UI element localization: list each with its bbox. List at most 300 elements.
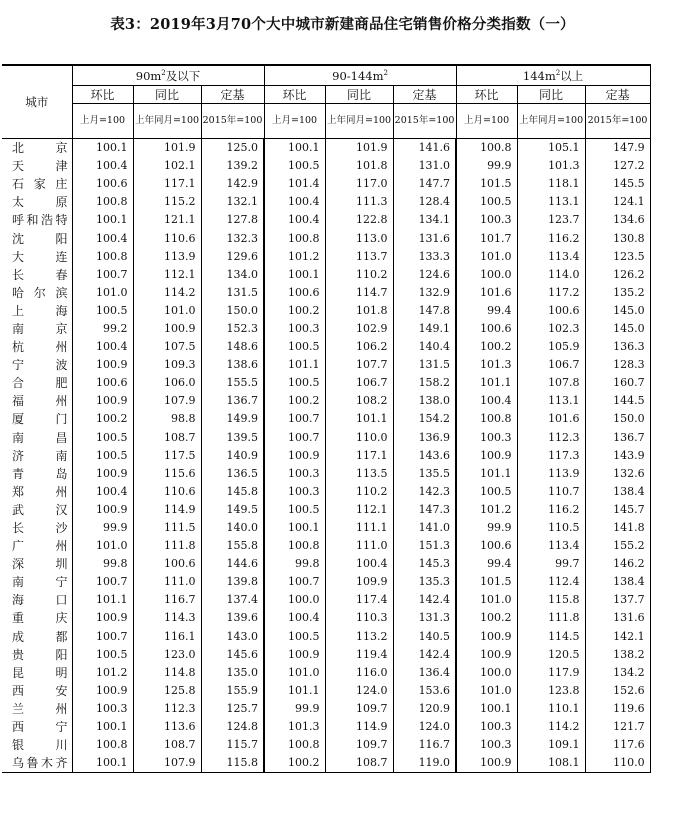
index-value: 100.1 xyxy=(264,266,325,284)
index-value: 140.5 xyxy=(393,628,456,646)
index-value: 101.0 xyxy=(456,248,517,266)
index-value: 147.7 xyxy=(393,175,456,193)
index-value: 116.2 xyxy=(517,229,585,247)
index-value: 111.0 xyxy=(133,573,201,591)
index-value: 106.7 xyxy=(517,356,585,374)
base-label-2015: 2015年=100 xyxy=(201,104,264,139)
base-label-2015: 2015年=100 xyxy=(585,104,650,139)
index-value: 108.1 xyxy=(517,754,585,773)
index-value: 114.9 xyxy=(325,718,393,736)
index-value: 99.9 xyxy=(456,157,517,175)
index-value: 149.1 xyxy=(393,320,456,338)
index-value: 108.7 xyxy=(133,429,201,447)
index-value: 110.3 xyxy=(325,609,393,627)
index-value: 114.3 xyxy=(133,609,201,627)
index-value: 136.7 xyxy=(585,429,650,447)
base-label-yoy: 上年同月=100 xyxy=(517,104,585,139)
index-value: 110.6 xyxy=(133,483,201,501)
index-value: 100.9 xyxy=(456,754,517,773)
index-value: 106.7 xyxy=(325,374,393,392)
index-value: 142.3 xyxy=(393,483,456,501)
index-value: 110.2 xyxy=(325,266,393,284)
base-label-mom: 上月=100 xyxy=(72,104,133,139)
base-label-yoy: 上年同月=100 xyxy=(133,104,201,139)
index-value: 110.0 xyxy=(325,429,393,447)
base-header-row xyxy=(2,104,650,139)
index-value: 100.7 xyxy=(72,573,133,591)
table-row xyxy=(2,356,650,374)
table-row xyxy=(2,754,650,773)
index-value: 144.5 xyxy=(585,392,650,410)
index-value: 123.0 xyxy=(133,646,201,664)
index-value: 100.2 xyxy=(264,754,325,773)
index-value: 100.1 xyxy=(456,700,517,718)
index-value: 113.0 xyxy=(325,229,393,247)
index-value: 123.7 xyxy=(517,211,585,229)
sub-header-base: 定基 xyxy=(201,86,264,104)
city-name: 兰州 xyxy=(2,700,72,718)
index-value: 106.0 xyxy=(133,374,201,392)
index-value: 108.7 xyxy=(133,736,201,754)
city-name: 南宁 xyxy=(2,573,72,591)
index-value: 99.9 xyxy=(456,519,517,537)
index-value: 100.5 xyxy=(264,157,325,175)
table-row xyxy=(2,718,650,736)
index-value: 132.9 xyxy=(393,284,456,302)
index-value: 100.4 xyxy=(72,157,133,175)
index-value: 136.7 xyxy=(201,392,264,410)
index-value: 115.8 xyxy=(517,591,585,609)
table-row xyxy=(2,682,650,700)
table-row xyxy=(2,175,650,193)
index-value: 107.9 xyxy=(133,392,201,410)
index-value: 139.8 xyxy=(201,573,264,591)
index-value: 98.8 xyxy=(133,410,201,428)
index-value: 101.0 xyxy=(72,537,133,555)
index-value: 114.5 xyxy=(517,628,585,646)
index-value: 117.3 xyxy=(517,447,585,465)
index-value: 117.6 xyxy=(585,736,650,754)
table-row xyxy=(2,193,650,211)
index-value: 113.7 xyxy=(325,248,393,266)
index-value: 121.1 xyxy=(133,211,201,229)
index-value: 116.1 xyxy=(133,628,201,646)
city-name: 济南 xyxy=(2,447,72,465)
index-value: 100.9 xyxy=(264,646,325,664)
index-value: 115.2 xyxy=(133,193,201,211)
index-value: 124.0 xyxy=(325,682,393,700)
index-value: 100.6 xyxy=(517,302,585,320)
index-value: 143.9 xyxy=(585,447,650,465)
index-value: 101.1 xyxy=(456,374,517,392)
index-value: 101.3 xyxy=(456,356,517,374)
index-value: 147.9 xyxy=(585,139,650,158)
city-name: 太原 xyxy=(2,193,72,211)
table-row xyxy=(2,248,650,266)
index-value: 100.9 xyxy=(456,447,517,465)
index-value: 100.4 xyxy=(264,211,325,229)
index-value: 150.0 xyxy=(201,302,264,320)
index-value: 136.4 xyxy=(393,664,456,682)
index-value: 113.1 xyxy=(517,193,585,211)
sub-header-mom: 环比 xyxy=(72,86,133,104)
index-value: 124.1 xyxy=(585,193,650,211)
index-value: 140.4 xyxy=(393,338,456,356)
index-value: 100.1 xyxy=(264,519,325,537)
index-value: 135.2 xyxy=(585,284,650,302)
index-value: 100.4 xyxy=(72,338,133,356)
index-value: 128.4 xyxy=(393,193,456,211)
index-value: 100.9 xyxy=(72,501,133,519)
table-row xyxy=(2,555,650,573)
city-name: 西安 xyxy=(2,682,72,700)
index-value: 101.1 xyxy=(72,591,133,609)
index-value: 100.2 xyxy=(456,338,517,356)
city-name: 乌鲁木齐 xyxy=(2,754,72,773)
index-value: 144.6 xyxy=(201,555,264,573)
index-value: 100.8 xyxy=(264,229,325,247)
index-value: 119.4 xyxy=(325,646,393,664)
index-value: 100.7 xyxy=(72,628,133,646)
index-value: 101.1 xyxy=(325,410,393,428)
city-name: 郑州 xyxy=(2,483,72,501)
index-value: 99.4 xyxy=(456,555,517,573)
city-name: 沈阳 xyxy=(2,229,72,247)
city-name: 深圳 xyxy=(2,555,72,573)
index-value: 113.1 xyxy=(517,392,585,410)
index-value: 112.3 xyxy=(517,429,585,447)
index-value: 100.0 xyxy=(456,266,517,284)
index-value: 134.2 xyxy=(585,664,650,682)
index-value: 145.8 xyxy=(201,483,264,501)
index-value: 118.1 xyxy=(517,175,585,193)
index-value: 127.2 xyxy=(585,157,650,175)
index-value: 120.9 xyxy=(393,700,456,718)
sub-header-yoy: 同比 xyxy=(133,86,201,104)
index-value: 100.9 xyxy=(72,392,133,410)
index-value: 108.7 xyxy=(325,754,393,773)
index-value: 106.2 xyxy=(325,338,393,356)
index-value: 101.6 xyxy=(517,410,585,428)
index-value: 101.0 xyxy=(72,284,133,302)
index-value: 155.8 xyxy=(201,537,264,555)
index-value: 100.9 xyxy=(264,447,325,465)
index-value: 150.0 xyxy=(585,410,650,428)
index-value: 138.4 xyxy=(585,483,650,501)
index-value: 101.1 xyxy=(264,356,325,374)
index-value: 138.6 xyxy=(201,356,264,374)
index-value: 101.7 xyxy=(456,229,517,247)
table-row xyxy=(2,302,650,320)
index-value: 101.2 xyxy=(264,248,325,266)
index-value: 100.9 xyxy=(72,682,133,700)
index-value: 105.1 xyxy=(517,139,585,158)
index-value: 101.3 xyxy=(264,718,325,736)
city-name: 海口 xyxy=(2,591,72,609)
city-name: 成都 xyxy=(2,628,72,646)
index-value: 125.7 xyxy=(201,700,264,718)
index-value: 136.5 xyxy=(201,465,264,483)
index-value: 145.0 xyxy=(585,302,650,320)
index-value: 99.7 xyxy=(517,555,585,573)
index-value: 154.2 xyxy=(393,410,456,428)
index-value: 125.8 xyxy=(133,682,201,700)
index-value: 110.5 xyxy=(517,519,585,537)
index-value: 100.6 xyxy=(133,555,201,573)
city-name: 福州 xyxy=(2,392,72,410)
index-value: 132.1 xyxy=(201,193,264,211)
index-value: 99.9 xyxy=(72,519,133,537)
index-value: 134.6 xyxy=(585,211,650,229)
index-value: 100.8 xyxy=(72,736,133,754)
table-row xyxy=(2,211,650,229)
city-name: 昆明 xyxy=(2,664,72,682)
index-value: 113.9 xyxy=(133,248,201,266)
group-header-small: $90m^2$及以下 xyxy=(72,65,264,86)
index-value: 111.8 xyxy=(133,537,201,555)
index-value: 107.5 xyxy=(133,338,201,356)
index-value: 101.4 xyxy=(264,175,325,193)
index-value: 139.6 xyxy=(201,609,264,627)
table-row xyxy=(2,320,650,338)
index-value: 111.0 xyxy=(325,537,393,555)
index-value: 100.9 xyxy=(72,465,133,483)
index-value: 101.8 xyxy=(325,157,393,175)
index-value: 100.9 xyxy=(133,320,201,338)
index-value: 155.5 xyxy=(201,374,264,392)
index-value: 100.6 xyxy=(264,284,325,302)
index-value: 125.0 xyxy=(201,139,264,158)
index-value: 100.9 xyxy=(72,609,133,627)
city-name: 南昌 xyxy=(2,429,72,447)
index-value: 142.4 xyxy=(393,646,456,664)
city-name: 宁波 xyxy=(2,356,72,374)
index-value: 109.9 xyxy=(325,573,393,591)
index-value: 142.4 xyxy=(393,591,456,609)
index-value: 158.2 xyxy=(393,374,456,392)
table-row xyxy=(2,139,650,158)
index-value: 100.4 xyxy=(72,483,133,501)
index-value: 117.5 xyxy=(133,447,201,465)
city-name: 大连 xyxy=(2,248,72,266)
city-name: 长春 xyxy=(2,266,72,284)
index-value: 102.1 xyxy=(133,157,201,175)
index-value: 100.2 xyxy=(264,302,325,320)
index-value: 100.6 xyxy=(456,320,517,338)
index-value: 136.9 xyxy=(393,429,456,447)
index-value: 101.0 xyxy=(264,664,325,682)
city-name: 长沙 xyxy=(2,519,72,537)
index-value: 113.4 xyxy=(517,248,585,266)
index-value: 135.0 xyxy=(201,664,264,682)
index-value: 114.2 xyxy=(133,284,201,302)
table-row xyxy=(2,519,650,537)
index-value: 100.5 xyxy=(72,429,133,447)
index-value: 107.7 xyxy=(325,356,393,374)
index-value: 116.7 xyxy=(133,591,201,609)
index-value: 109.3 xyxy=(133,356,201,374)
index-value: 111.5 xyxy=(133,519,201,537)
index-value: 101.6 xyxy=(456,284,517,302)
city-name: 贵阳 xyxy=(2,646,72,664)
index-value: 100.3 xyxy=(456,211,517,229)
index-value: 117.2 xyxy=(517,284,585,302)
index-value: 100.3 xyxy=(72,700,133,718)
index-value: 142.9 xyxy=(201,175,264,193)
index-value: 101.1 xyxy=(456,465,517,483)
table-row xyxy=(2,392,650,410)
index-value: 101.0 xyxy=(133,302,201,320)
index-value: 141.6 xyxy=(393,139,456,158)
index-value: 117.0 xyxy=(325,175,393,193)
index-value: 155.9 xyxy=(201,682,264,700)
base-label-2015: 2015年=100 xyxy=(393,104,456,139)
index-value: 117.4 xyxy=(325,591,393,609)
index-value: 101.1 xyxy=(264,682,325,700)
index-value: 101.9 xyxy=(133,139,201,158)
index-value: 142.1 xyxy=(585,628,650,646)
index-value: 133.3 xyxy=(393,248,456,266)
sub-header-mom: 环比 xyxy=(264,86,325,104)
index-value: 121.7 xyxy=(585,718,650,736)
sub-header-yoy: 同比 xyxy=(517,86,585,104)
group-header-large: $144m^2$以上 xyxy=(456,65,650,86)
index-value: 102.3 xyxy=(517,320,585,338)
index-value: 100.2 xyxy=(72,410,133,428)
index-value: 160.7 xyxy=(585,374,650,392)
index-value: 101.8 xyxy=(325,302,393,320)
city-name: 呼和浩特 xyxy=(2,211,72,229)
index-value: 100.7 xyxy=(264,429,325,447)
index-value: 100.1 xyxy=(72,718,133,736)
index-value: 131.6 xyxy=(585,609,650,627)
index-value: 100.6 xyxy=(456,537,517,555)
city-name: 青岛 xyxy=(2,465,72,483)
city-name: 北京 xyxy=(2,139,72,158)
city-name: 武汉 xyxy=(2,501,72,519)
table-row xyxy=(2,447,650,465)
table-row xyxy=(2,573,650,591)
index-value: 152.6 xyxy=(585,682,650,700)
table-row xyxy=(2,229,650,247)
index-value: 110.2 xyxy=(325,483,393,501)
price-index-table xyxy=(2,64,651,773)
city-name: 厦门 xyxy=(2,410,72,428)
index-value: 113.5 xyxy=(325,465,393,483)
index-value: 101.5 xyxy=(456,573,517,591)
index-value: 100.4 xyxy=(72,229,133,247)
city-name: 西宁 xyxy=(2,718,72,736)
base-label-mom: 上月=100 xyxy=(264,104,325,139)
index-value: 148.6 xyxy=(201,338,264,356)
city-name: 哈尔滨 xyxy=(2,284,72,302)
index-value: 134.1 xyxy=(393,211,456,229)
index-value: 100.4 xyxy=(456,392,517,410)
index-value: 100.3 xyxy=(456,736,517,754)
index-value: 100.7 xyxy=(264,410,325,428)
index-value: 143.6 xyxy=(393,447,456,465)
index-value: 100.3 xyxy=(264,320,325,338)
index-value: 126.2 xyxy=(585,266,650,284)
table-body xyxy=(2,139,650,773)
index-value: 117.1 xyxy=(133,175,201,193)
table-row xyxy=(2,646,650,664)
index-value: 131.3 xyxy=(393,609,456,627)
index-value: 99.9 xyxy=(264,700,325,718)
table-row xyxy=(2,628,650,646)
city-name: 杭州 xyxy=(2,338,72,356)
index-value: 149.9 xyxy=(201,410,264,428)
index-value: 100.0 xyxy=(264,591,325,609)
index-value: 100.5 xyxy=(264,338,325,356)
index-value: 113.2 xyxy=(325,628,393,646)
city-name: 合肥 xyxy=(2,374,72,392)
index-value: 141.8 xyxy=(585,519,650,537)
index-value: 111.8 xyxy=(517,609,585,627)
index-value: 115.7 xyxy=(201,736,264,754)
index-value: 100.6 xyxy=(72,175,133,193)
index-value: 139.2 xyxy=(201,157,264,175)
index-value: 131.5 xyxy=(201,284,264,302)
index-value: 99.8 xyxy=(264,555,325,573)
index-value: 100.7 xyxy=(264,573,325,591)
index-value: 116.7 xyxy=(393,736,456,754)
index-value: 100.1 xyxy=(72,139,133,158)
index-value: 100.5 xyxy=(72,302,133,320)
index-value: 109.7 xyxy=(325,700,393,718)
index-value: 146.2 xyxy=(585,555,650,573)
sub-header-mom: 环比 xyxy=(456,86,517,104)
city-name: 银川 xyxy=(2,736,72,754)
index-value: 155.2 xyxy=(585,537,650,555)
index-value: 124.8 xyxy=(201,718,264,736)
index-value: 111.3 xyxy=(325,193,393,211)
index-value: 135.5 xyxy=(393,465,456,483)
index-value: 124.6 xyxy=(393,266,456,284)
index-value: 123.8 xyxy=(517,682,585,700)
index-value: 151.3 xyxy=(393,537,456,555)
index-value: 100.5 xyxy=(264,628,325,646)
index-value: 100.2 xyxy=(456,609,517,627)
index-value: 132.6 xyxy=(585,465,650,483)
index-value: 141.0 xyxy=(393,519,456,537)
index-value: 101.0 xyxy=(456,682,517,700)
index-value: 132.3 xyxy=(201,229,264,247)
index-value: 100.8 xyxy=(456,139,517,158)
index-value: 122.8 xyxy=(325,211,393,229)
index-value: 100.3 xyxy=(456,429,517,447)
index-value: 152.3 xyxy=(201,320,264,338)
index-value: 100.3 xyxy=(456,718,517,736)
index-value: 145.6 xyxy=(201,646,264,664)
index-value: 127.8 xyxy=(201,211,264,229)
index-value: 112.4 xyxy=(517,573,585,591)
index-value: 108.2 xyxy=(325,392,393,410)
city-name: 南京 xyxy=(2,320,72,338)
index-value: 114.9 xyxy=(133,501,201,519)
index-value: 109.7 xyxy=(325,736,393,754)
index-value: 100.9 xyxy=(72,356,133,374)
index-value: 101.2 xyxy=(72,664,133,682)
index-value: 140.0 xyxy=(201,519,264,537)
index-value: 114.8 xyxy=(133,664,201,682)
index-value: 100.4 xyxy=(264,609,325,627)
table-row xyxy=(2,736,650,754)
index-value: 100.5 xyxy=(456,483,517,501)
city-name: 重庆 xyxy=(2,609,72,627)
index-value: 100.8 xyxy=(72,248,133,266)
index-value: 100.3 xyxy=(264,465,325,483)
